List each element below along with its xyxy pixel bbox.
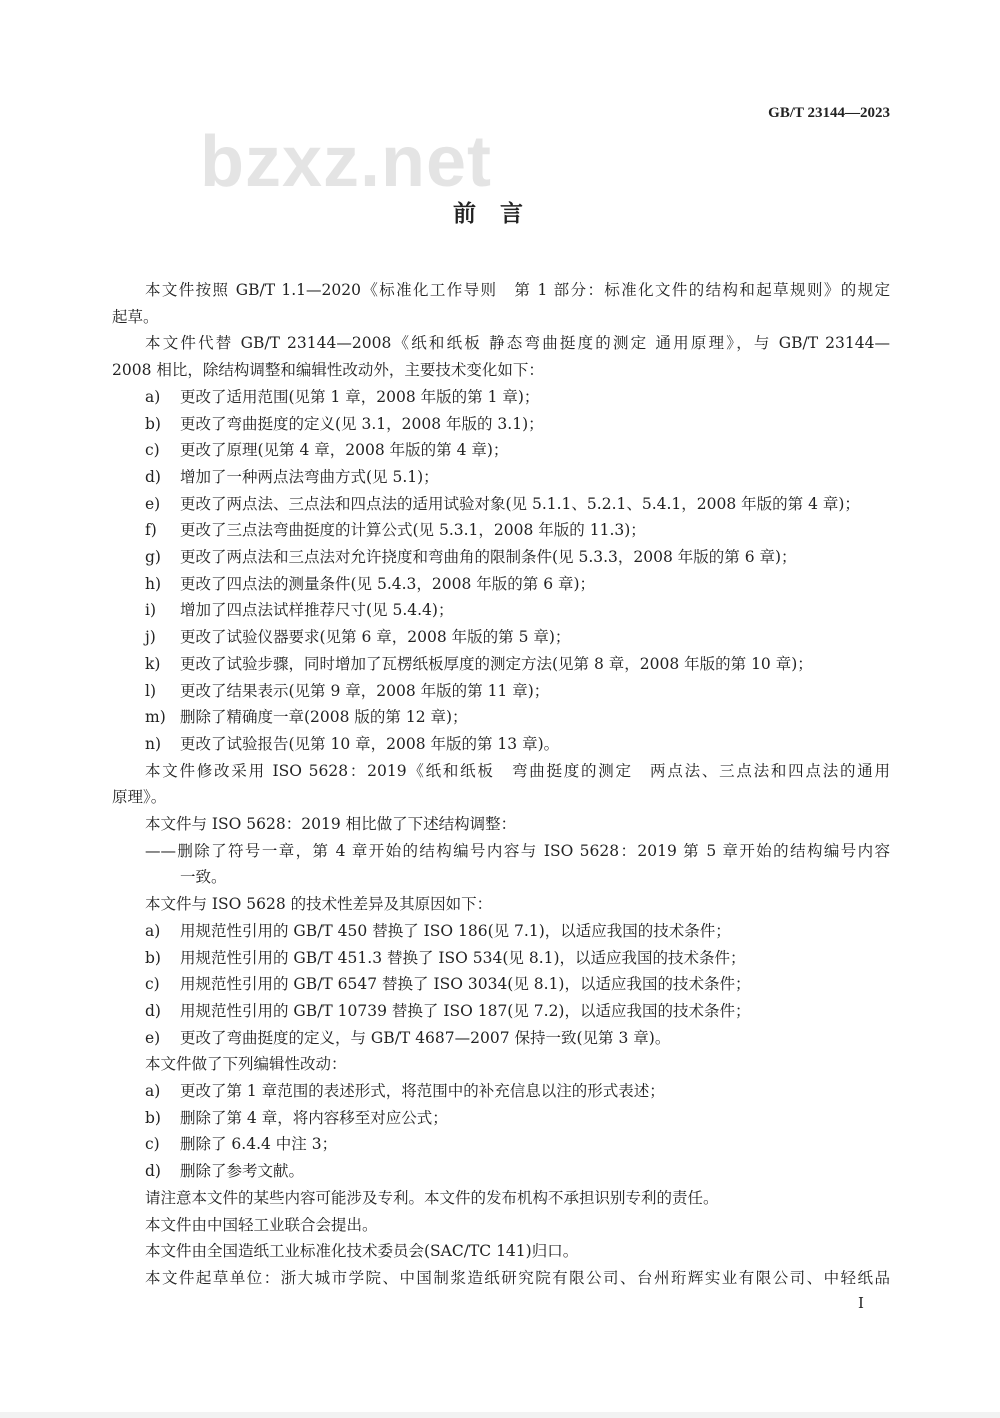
- paragraph-line: 本文件修改采用 ISO 5628：2019《纸和纸板 弯曲挺度的测定 两点法、三点法和四点法的通用: [145, 761, 890, 780]
- paragraph-line: 本文件起草单位：浙大城市学院、中国制浆造纸研究院有限公司、台州珩辉实业有限公司、中轻纸品: [145, 1268, 890, 1287]
- list-item-label: c): [145, 1135, 160, 1154]
- paragraph-line: 本文件与 ISO 5628：2019 相比做了下述结构调整：: [145, 815, 517, 833]
- paragraph-line: 起草。: [112, 307, 159, 326]
- list-item-label: b): [145, 414, 161, 433]
- list-item-text: 更改了两点法和三点法对允许挠度和弯曲角的限制条件(见 5.3.3，2008 年版的第 6 章)；: [180, 548, 797, 566]
- list-item-text: 更改了试验步骤，同时增加了瓦楞纸板厚度的测定方法(见第 8 章，2008 年版的第 10 章)；: [180, 654, 813, 673]
- list-item-text: 更改了四点法的测量条件(见 5.4.3，2008 年版的第 6 章)；: [180, 574, 596, 593]
- page-number: I: [858, 1294, 864, 1312]
- list-item-label: m): [145, 708, 166, 727]
- list-item-label: g): [145, 548, 161, 566]
- list-item-text: 更改了试验仪器要求(见第 6 章，2008 年版的第 5 章)；: [180, 628, 571, 647]
- list-item-label: b): [145, 1108, 161, 1127]
- list-item-text: 删除了 6.4.4 中注 3；: [180, 1135, 338, 1154]
- paragraph-line: 本文件按照 GB/T 1.1—2020《标准化工作导则 第 1 部分：标准化文件的结构和起草规则》的规定: [145, 281, 890, 299]
- list-item-text: 更改了结果表示(见第 9 章，2008 年版的第 11 章)；: [180, 681, 550, 700]
- list-item-text: 更改了弯曲挺度的定义(见 3.1，2008 年版的 3.1)；: [180, 414, 544, 433]
- list-item-label: d): [145, 1001, 161, 1020]
- paragraph-line: 一致。: [180, 868, 227, 887]
- paragraph-line: 本文件代替 GB/T 23144—2008《纸和纸板 静态弯曲挺度的测定 通用原理》，与 GB/T 23144—: [145, 334, 890, 353]
- list-item-text: 用规范性引用的 GB/T 6547 替换了 ISO 3034(见 8.1)，以适应我国的技术条件；: [180, 975, 751, 994]
- list-item-label: c): [145, 441, 160, 460]
- paragraph-line: 本文件由中国轻工业联合会提出。: [145, 1215, 378, 1234]
- watermark: bzxz.net: [200, 122, 493, 202]
- list-item-text: 更改了原理(见第 4 章，2008 年版的第 4 章)；: [180, 441, 509, 460]
- list-item-label: e): [145, 1028, 161, 1047]
- list-item-text: 更改了试验报告(见第 10 章，2008 年版的第 13 章)。: [180, 734, 560, 753]
- list-item-text: 更改了第 1 章范围的表述形式，将范围中的补充信息以注的形式表述；: [180, 1082, 665, 1100]
- list-item-label: i): [145, 601, 157, 620]
- list-item-text: 更改了适用范围(见第 1 章，2008 年版的第 1 章)；: [180, 387, 540, 406]
- list-item-label: d): [145, 1162, 161, 1181]
- list-item-text: 更改了三点法弯曲挺度的计算公式(见 5.3.1，2008 年版的 11.3)；: [180, 521, 646, 540]
- paragraph-line: 本文件由全国造纸工业标准化技术委员会(SAC/TC 141)归口。: [145, 1242, 579, 1261]
- list-item-text: 更改了弯曲挺度的定义，与 GB/T 4687—2007 保持一致(见第 3 章)。: [180, 1028, 671, 1047]
- list-item-label: a): [145, 1082, 161, 1100]
- list-item-text: 增加了一种两点法弯曲方式(见 5.1)；: [180, 467, 439, 486]
- list-item-text: 删除了参考文献。: [180, 1162, 305, 1181]
- paragraph-line: 请注意本文件的某些内容可能涉及专利。本文件的发布机构不承担识别专利的责任。: [145, 1188, 719, 1207]
- paragraph-line: 2008 相比，除结构调整和编辑性改动外，主要技术变化如下：: [112, 361, 544, 380]
- paragraph-line: ——删除了符号一章，第 4 章开始的结构编号内容与 ISO 5628：2019 第 5 章开始的结构编号内容: [145, 841, 890, 860]
- list-item-label: a): [145, 921, 161, 940]
- list-item-text: 更改了两点法、三点法和四点法的适用试验对象(见 5.1.1、5.2.1、5.4.1，2008 年版的第 4 章)；: [180, 494, 860, 513]
- list-item-text: 删除了第 4 章，将内容移至对应公式；: [180, 1108, 448, 1127]
- standard-number: GB/T 23144—2023: [768, 105, 890, 121]
- paragraph-line: 本文件做了下列编辑性改动：: [145, 1055, 347, 1074]
- list-item-label: n): [145, 734, 162, 753]
- list-item-text: 用规范性引用的 GB/T 451.3 替换了 ISO 534(见 8.1)，以适应我国的技术条件；: [180, 948, 746, 967]
- list-item-label: e): [145, 494, 161, 513]
- list-item-text: 增加了四点法试样推荐尺寸(见 5.4.4)；: [180, 601, 454, 620]
- list-item-label: b): [145, 948, 161, 967]
- list-item-label: l): [145, 681, 157, 700]
- list-item-label: f): [145, 521, 157, 540]
- list-item-label: h): [145, 574, 162, 593]
- list-item-text: 删除了精确度一章(2008 版的第 12 章)；: [180, 708, 468, 727]
- list-item-label: d): [145, 467, 161, 486]
- list-item-text: 用规范性引用的 GB/T 450 替换了 ISO 186(见 7.1)，以适应我国的技术条件；: [180, 921, 731, 940]
- page-bottom-edge: [0, 1412, 1000, 1418]
- paragraph-line: 本文件与 ISO 5628 的技术性差异及其原因如下：: [145, 895, 493, 914]
- list-item-label: k): [145, 654, 161, 673]
- list-item-label: a): [145, 387, 161, 406]
- paragraph-line: 原理》。: [112, 788, 167, 807]
- list-item-text: 用规范性引用的 GB/T 10739 替换了 ISO 187(见 7.2)，以适应我国的技术条件；: [180, 1001, 751, 1020]
- page-title-text: 前言: [453, 201, 547, 227]
- list-item-label: j): [145, 628, 156, 647]
- page-title: [0, 199, 1000, 229]
- list-item-label: c): [145, 975, 160, 994]
